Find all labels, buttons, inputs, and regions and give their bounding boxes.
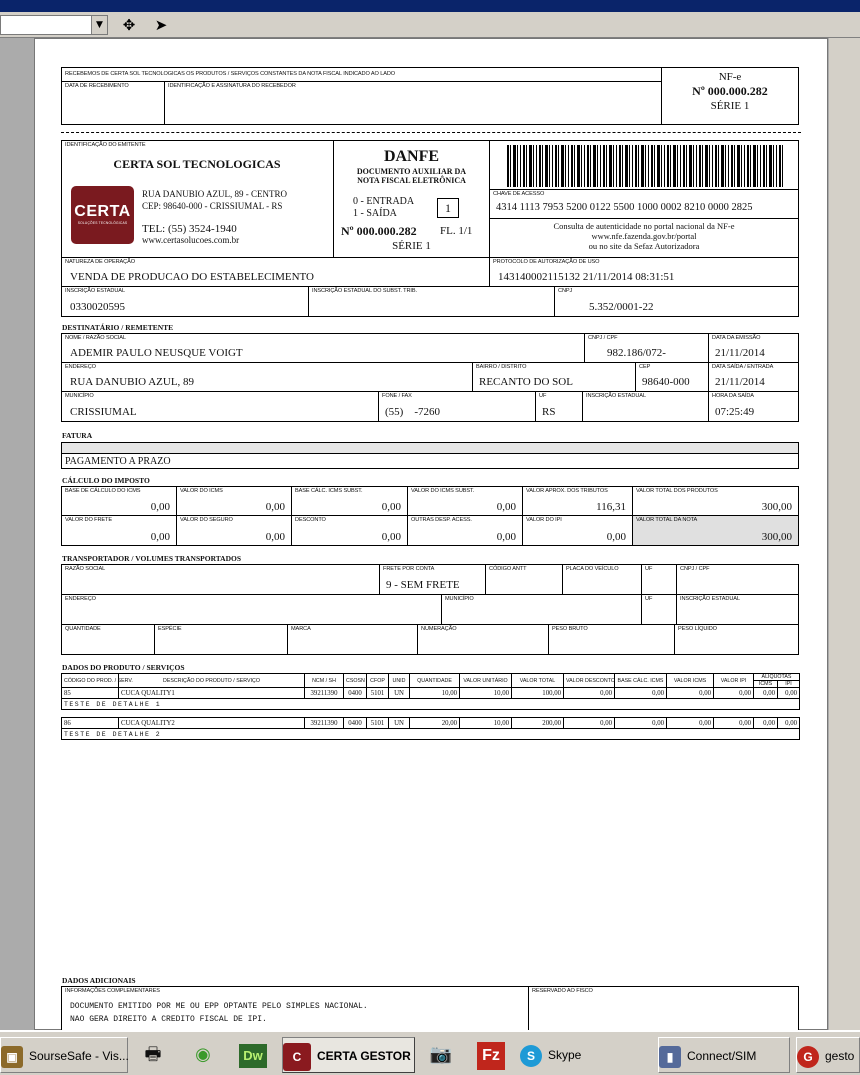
emitente-nome: CERTA SOL TECNOLOGICAS (113, 157, 281, 171)
taskbar (0, 1030, 860, 1075)
imposto-cell: BASE CÁLC. ICMS SUBST. 0,00 (291, 486, 408, 516)
cut-line (61, 132, 801, 133)
dest-bairro-box: BAIRRO / DISTRITO RECANTO DO SOL (472, 362, 636, 392)
connect-icon: ▮ (659, 1046, 681, 1068)
info-line1: DOCUMENTO EMITIDO POR ME OU EPP OPTANTE PELO SIMPLES NACIONAL. (70, 1002, 368, 1011)
emitente-endereco: RUA DANUBIO AZUL, 89 - CENTRO (142, 189, 287, 199)
barcode-image (507, 145, 783, 187)
natureza-box: NATUREZA DE OPERAÇÃO VENDA DE PRODUCAO DO ESTABELECIMENTO (61, 257, 490, 287)
products-header-row: CÓDIGO DO PROD. / SERV. DESCRIÇÃO DO PRODUTO / SERVIÇO NCM / SH CSOSN CFOP UNID QUANTIDADE VALOR UNITÁRIO VALOR TOTAL VALOR DESCONTO BASE CÁLC. ICMS VALOR ICMS VALOR IPI ALÍQUOTAS (62, 674, 800, 681)
dest-bairro: RECANTO DO SOL (479, 376, 573, 388)
emitente-tel: TEL: (55) 3524-1940 (142, 223, 237, 235)
cnpj-value: 5.352/0001-22 (589, 301, 654, 313)
fatura-section: FATURA (62, 431, 93, 440)
dreamweaver-old-icon[interactable]: ◉ (195, 1044, 211, 1065)
danfe-entrada: 0 - ENTRADA (353, 196, 415, 207)
imposto-cell: VALOR DO ICMS SUBST. 0,00 (407, 486, 523, 516)
dest-fone: (55) -7260 (385, 406, 440, 418)
window-title-bar (0, 0, 860, 12)
ie-st-box: INSCRIÇÃO ESTADUAL DO SUBST. TRIB. (308, 286, 555, 317)
protocolo-box: PROTOCOLO DE AUTORIZAÇÃO DE USO 143140002115132 21/11/2014 08:31:51 (489, 257, 799, 287)
imposto-cell: VALOR DO SEGURO 0,00 (176, 515, 292, 546)
transp-pb-box: PESO BRUTO (548, 624, 675, 655)
taskbar-skype[interactable]: S Skype (520, 1037, 650, 1073)
transp-esp-box: ESPÉCIE (154, 624, 288, 655)
fatura-box (61, 453, 799, 469)
dest-end-box: ENDEREÇO RUA DANUBIO AZUL, 89 (61, 362, 473, 392)
chevron-down-icon[interactable]: ▼ (91, 16, 107, 34)
consulta-line3: ou no site da Sefaz Autorizadora (588, 241, 700, 251)
consulta-line2: www.nfe.fazenda.gov.br/portal (591, 231, 697, 241)
pointer-icon[interactable]: ➤ (154, 16, 168, 34)
emitente-box: IDENTIFICAÇÃO DO EMITENTE CERTA SOL TECNOLOGICAS CERTA SOLUÇÕES TECNOLÓGICAS RUA DANUBIO AZUL, 89 - CENTRO CEP: 98640-000 - CRISSIUMAL - RS TEL: (55) 3524-1940 www.certasolucoes.com.br (61, 140, 334, 258)
danfe-sub1: DOCUMENTO AUXILIAR DA (356, 167, 467, 176)
transp-mun-box: MUNICÍPIO (441, 594, 642, 625)
barcode-box (489, 140, 799, 190)
transporte-section: TRANSPORTADOR / VOLUMES TRANSPORTADOS (62, 554, 242, 563)
dest-municipio: CRISSIUMAL (70, 406, 137, 418)
sourcesafe-icon: ▣ (1, 1046, 23, 1068)
certa-icon: C (283, 1043, 311, 1071)
gesto-icon: G (797, 1046, 819, 1068)
emitente-site: www.certasolucoes.com.br (142, 235, 240, 245)
transp-pl-box: PESO LÍQUIDO (674, 624, 799, 655)
info-complementar-box: INFORMAÇÕES COMPLEMENTARES DOCUMENTO EMITIDO POR ME OU EPP OPTANTE PELO SIMPLES NACIONAL. NAO GERA DIREITO A CREDITO FISCAL DE IPI. (61, 986, 529, 1036)
danfe-sub2: NOTA FISCAL ELETRÔNICA (357, 176, 466, 185)
imposto-cell: VALOR DO ICMS 0,00 (176, 486, 292, 516)
table-row-detail: TESTE DE DETALHE 1 (62, 699, 800, 710)
chave-box: CHAVE DE ACESSO 4314 1113 7953 5200 0122 5500 1000 0002 8210 0000 2825 (489, 189, 799, 219)
imposto-cell: BASE DE CÁLCULO DO ICMS 0,00 (61, 486, 177, 516)
taskbar-sourcesafe[interactable]: ▣ SourseSafe - Vis... (0, 1037, 128, 1073)
danfe-folha: FL. 1/1 (440, 225, 473, 237)
dest-nome-box: NOME / RAZÃO SOCIAL ADEMIR PAULO NEUSQUE VOIGT (61, 333, 585, 363)
destinatario-section: DESTINATÁRIO / REMETENTE (62, 323, 174, 332)
dest-nome: ADEMIR PAULO NEUSQUE VOIGT (70, 347, 243, 359)
total-nota-cell: VALOR TOTAL DA NOTA 300,00 (632, 515, 799, 546)
printer-icon[interactable]: 🖶 (144, 1044, 162, 1065)
filezilla-icon[interactable]: Fz (474, 1037, 508, 1073)
imposto-cell: VALOR TOTAL DOS PRODUTOS 300,00 (632, 486, 799, 516)
danfe-box (333, 140, 490, 258)
transp-marca-box: MARCA (287, 624, 418, 655)
dest-cpf-box: CNPJ / CPF 982.186/072- (584, 333, 709, 363)
consulta-box (489, 218, 799, 258)
dreamweaver-icon[interactable]: Dw (236, 1037, 270, 1073)
dest-saida-box: DATA SAÍDA / ENTRADA 21/11/2014 (708, 362, 799, 392)
dest-cpf: 982.186/072- (607, 347, 666, 359)
info-line2: NAO GERA DIREITO A CREDITO FISCAL DE IPI. (70, 1015, 267, 1024)
dest-cep-box: CEP 98640-000 (635, 362, 709, 392)
transp-placa-box: PLACA DO VEÍCULO (562, 564, 642, 595)
transp-uf-box: UF (641, 564, 677, 595)
transp-qtd-box: QUANTIDADE (61, 624, 155, 655)
dest-saida: 21/11/2014 (715, 376, 765, 388)
dest-hora: 07:25:49 (715, 406, 755, 418)
canhoto-text-box: RECEBEMOS DE CERTA SOL TECNOLOGICAS OS PRODUTOS / SERVIÇOS CONSTANTES DA NOTA FISCAL INDICADO AO LADO (61, 67, 662, 82)
products-table: CÓDIGO DO PROD. / SERV. DESCRIÇÃO DO PRODUTO / SERVIÇO NCM / SH CSOSN CFOP UNID QUANTIDADE VALOR UNITÁRIO VALOR TOTAL VALOR DESCONTO BASE CÁLC. ICMS VALOR ICMS VALOR IPI ALÍQUOTAS ICMS IPI 85 CUCA QUALITY1 39211390 0400 5101 UN 10,00 10,00 100,00 0,00 0,00 0,00 0,00 0,00 0,00 TESTE DE DETALHE 1 86 CUCA QUALITY2 39211390 0400 5101 UN 20,00 10,00 200,00 0,00 0,00 0,00 0,00 0,00 0,00 TESTE DE DETALHE 2 (61, 673, 800, 740)
canhoto-nfe: NF-e (718, 71, 742, 83)
taskbar-connect[interactable]: ▮ Connect/SIM (658, 1037, 790, 1073)
imposto-cell: VALOR DO FRETE 0,00 (61, 515, 177, 546)
transp-uf2-box: UF (641, 594, 677, 625)
transp-frete: 9 - SEM FRETE (386, 579, 460, 591)
transp-cnpj-box: CNPJ / CPF (676, 564, 799, 595)
move-icon[interactable]: ✥ (122, 16, 136, 34)
emitente-cep: CEP: 98640-000 - CRISSIUMAL - RS (142, 201, 283, 211)
transp-razao-box: RAZÃO SOCIAL (61, 564, 380, 595)
skype-icon: S (520, 1045, 542, 1067)
dest-ie-box: INSCRIÇÃO ESTADUAL (582, 391, 709, 422)
table-row-detail: TESTE DE DETALHE 2 (62, 729, 800, 740)
table-row: 86 CUCA QUALITY2 39211390 0400 5101 UN 20,00 10,00 200,00 0,00 0,00 0,00 0,00 0,00 0,00 (62, 718, 800, 729)
imposto-cell: VALOR APROX. DOS TRIBUTOS 116,31 (522, 486, 633, 516)
vertical-scrollbar[interactable] (829, 38, 860, 1030)
transp-antt-box: CÓDIGO ANTT (485, 564, 563, 595)
imposto-cell: VALOR DO IPI 0,00 (522, 515, 633, 546)
dest-emissao: 21/11/2014 (715, 347, 765, 359)
dest-endereco: RUA DANUBIO AZUL, 89 (70, 376, 195, 388)
table-row: 85 CUCA QUALITY1 39211390 0400 5101 UN 10,00 10,00 100,00 0,00 0,00 0,00 0,00 0,00 0,00 (62, 688, 800, 699)
transp-end-box: ENDEREÇO (61, 594, 442, 625)
canhoto-data-box: DATA DE RECEBIMENTO (61, 81, 165, 125)
natureza-value: VENDA DE PRODUCAO DO ESTABELECIMENTO (70, 271, 314, 283)
chave-value: 4314 1113 7953 5200 0122 5500 1000 0002 8210 0000 2825 (496, 202, 753, 213)
dest-uf: RS (542, 406, 556, 418)
transp-frete-box: FRETE POR CONTA 9 - SEM FRETE (379, 564, 486, 595)
company-logo: CERTA SOLUÇÕES TECNOLÓGICAS (71, 186, 134, 244)
reservado-fisco-box: RESERVADO AO FISCO (528, 986, 799, 1036)
adicionais-section: DADOS ADICIONAIS (62, 976, 136, 985)
canhoto-ident-box: IDENTIFICAÇÃO E ASSINATURA DO RECEBEDOR (164, 81, 662, 125)
ie-box: INSCRIÇÃO ESTADUAL 0330020595 (61, 286, 309, 317)
consulta-line1: Consulta de autenticidade no portal nacional da NF-e (553, 221, 735, 231)
danfe-title: DANFE (383, 148, 440, 165)
imposto-cell: OUTRAS DESP. ACESS. 0,00 (407, 515, 523, 546)
imposto-section: CÁLCULO DO IMPOSTO (62, 476, 150, 485)
danfe-tipo-box: 1 (437, 198, 459, 218)
viewer-toolbar (0, 12, 860, 38)
danfe-serie: SÉRIE 1 (392, 240, 431, 252)
dest-uf-box: UF RS (535, 391, 583, 422)
danfe-saida: 1 - SAÍDA (353, 208, 397, 219)
taskbar-certa-gestor[interactable]: C CERTA GESTOR (282, 1037, 415, 1073)
produtos-section: DADOS DO PRODUTO / SERVIÇOS (62, 663, 185, 672)
zoom-select[interactable] (0, 15, 108, 35)
ie-value: 0330020595 (70, 301, 125, 313)
dest-hora-box: HORA DA SAÍDA 07:25:49 (708, 391, 799, 422)
danfe-numero: Nº 000.000.282 (341, 224, 417, 238)
canhoto-serie: SÉRIE 1 (710, 100, 750, 112)
canhoto-nfe-box (661, 67, 799, 125)
dest-mun-box: MUNICÍPIO CRISSIUMAL (61, 391, 379, 422)
transp-ie-box: INSCRIÇÃO ESTADUAL (676, 594, 799, 625)
camera-icon[interactable]: 📷 (429, 1044, 453, 1065)
transp-num-box: NUMERAÇÃO (417, 624, 549, 655)
dest-cep: 98640-000 (642, 376, 690, 388)
cnpj-box: CNPJ 5.352/0001-22 (554, 286, 799, 317)
canhoto-numero: Nº 000.000.282 (692, 84, 768, 98)
danfe-page (34, 38, 828, 1030)
protocolo-value: 143140002115132 21/11/2014 08:31:51 (498, 271, 675, 283)
dest-emissao-box: DATA DA EMISSÃO 21/11/2014 (708, 333, 799, 363)
fatura-value: PAGAMENTO A PRAZO (65, 456, 171, 467)
taskbar-gesto[interactable]: G gesto (796, 1037, 860, 1073)
dest-fone-box: FONE / FAX (55) -7260 (378, 391, 536, 422)
imposto-cell: DESCONTO 0,00 (291, 515, 408, 546)
